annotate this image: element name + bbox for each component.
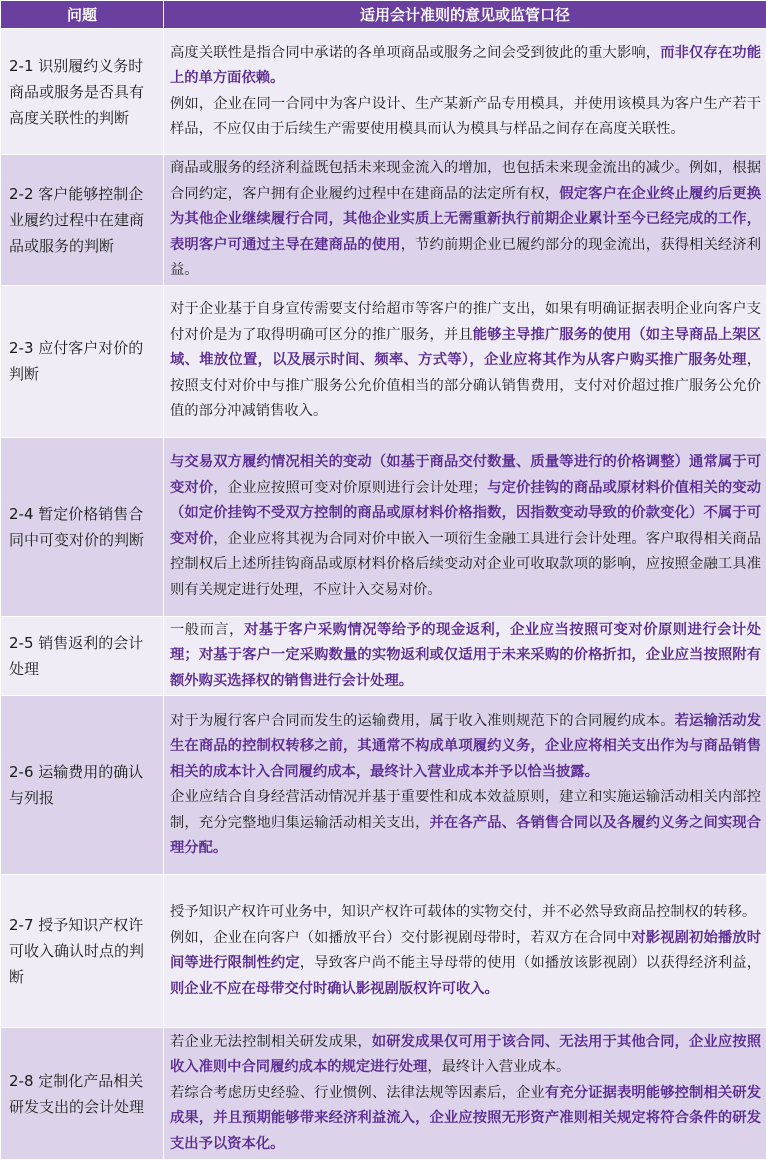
- highlighted-text: 并在各产品、各销售合同以及各履约义务之间实现合理分配。: [170, 815, 761, 857]
- header-issue: 问题: [1, 1, 164, 29]
- body-text: ，导致客户尚不能主导母带的使用（如播放该影视剧）以获得经济利益，: [300, 955, 761, 971]
- guidance-paragraph: [170, 1030, 761, 1081]
- guidance-paragraph: [170, 156, 761, 284]
- body-text: 例如，企业在向客户（如播放平台）交付影视剧母带时，若双方在合同中: [170, 930, 631, 946]
- table-row: [1, 29, 766, 155]
- highlighted-text: 则企业不应在母带交付时确认影视剧版权许可收入。: [170, 981, 499, 997]
- body-text: 高度关联性是指合同中承诺的各单项商品或服务之间会受到彼此的重大影响，: [170, 45, 660, 61]
- body-text: 若综合考虑历史经验、行业惯例、法律法规等因素后，企业: [170, 1085, 545, 1101]
- body-text: 授予知识产权许可业务中，知识产权许可载体的实物交付，并不必然导致商品控制权的转移。: [170, 904, 756, 920]
- header-guidance: 适用会计准则的意见或监管口径: [164, 1, 766, 29]
- guidance-paragraph: [170, 41, 761, 92]
- guidance-cell: [164, 1028, 766, 1160]
- table-row: [1, 696, 766, 875]
- guidance-cell: [164, 29, 766, 155]
- highlighted-text: 而非仅存在功能上的单方面依赖。: [170, 45, 761, 87]
- body-text: ，节约前期企业已履约部分的现金流出，获得相关经济利益。: [170, 237, 761, 279]
- highlighted-text: 对基于客户采购情况等给予的现金返利，企业应当按照可变对价原则进行会计处理；对基于客户一定采购数量的实物返利或仅适用于未来采购的价格折扣，企业应当按照附有额外购买选择权的销售进行会计处理。: [170, 622, 761, 689]
- guidance-paragraph: [170, 785, 761, 862]
- issue-cell: 2-6 运输费用的确认与列报: [1, 696, 164, 875]
- body-text: 商品或服务的经济利益既包括未来现金流入的增加，也包括未来现金流出的减少。例如，根据合同约定，客户拥有企业履约过程中在建商品的法定所有权，: [170, 160, 761, 202]
- body-text: 企业应结合自身经营活动情况并基于重要性和成本效益原则，建立和实施运输活动相关内部控制，充分完整地归集运输活动相关支出，: [170, 789, 761, 831]
- highlighted-text: 与定价挂钩的商品或原材料价值相关的变动（如定价挂钩不受双方控制的商品或原材料价格指数，因指数变动导致的价款变化）不属于可变对价: [170, 480, 761, 547]
- guidance-paragraph: [170, 709, 761, 786]
- body-text: ，最终计入营业成本。: [427, 1059, 570, 1075]
- guidance-cell: [164, 285, 766, 437]
- guidance-cell: [164, 437, 766, 616]
- guidance-cell: [164, 875, 766, 1028]
- issue-cell: 2-3 应付客户对价的判断: [1, 285, 164, 437]
- highlighted-text: 假定客户在企业终止履约后更换为其他企业继续履行合同，其他企业实质上无需重新执行前期企业累计至今已经完成的工作，表明客户可通过主导在建商品的使用: [170, 186, 761, 253]
- guidance-paragraph: [170, 900, 761, 926]
- guidance-paragraph: [170, 92, 761, 143]
- issue-cell: 2-2 客户能够控制企业履约过程中在建商品或服务的判断: [1, 155, 164, 286]
- guidance-paragraph: [170, 450, 761, 603]
- body-text: 对于为履行客户合同而发生的运输费用，属于收入准则规范下的合同履约成本。: [170, 713, 675, 729]
- guidance-paragraph: [170, 926, 761, 1003]
- highlighted-text: 若运输活动发生在商品的控制权转移之前，其通常不构成单项履约义务，企业应将相关支出作为与商品销售相关的成本计入合同履约成本，最终计入营业成本并予以恰当披露。: [170, 713, 761, 780]
- table-row: [1, 437, 766, 616]
- guidance-cell: [164, 155, 766, 286]
- body-text: ，企业应按照可变对价原则进行会计处理；: [213, 480, 487, 496]
- guidance-paragraph: [170, 297, 761, 425]
- body-text: 例如，企业在同一合同中为客户设计、生产某新产品专用模具，并使用该模具为客户生产若干样品，不应仅由于后续生产需要使用模具而认为模具与样品之间存在高度关联性。: [170, 96, 761, 138]
- guidance-paragraph: [170, 1081, 761, 1158]
- guidance-cell: [164, 696, 766, 875]
- guidance-paragraph: [170, 618, 761, 695]
- table-row: [1, 155, 766, 286]
- highlighted-text: 如研发成果仅可用于该合同、无法用于其他合同，企业应按照收入准则中合同履约成本的规定进行处理: [170, 1034, 761, 1076]
- issue-cell: 2-8 定制化产品相关研发支出的会计处理: [1, 1028, 164, 1160]
- table-row: [1, 616, 766, 696]
- highlighted-text: 对影视剧初始播放时间等进行限制性约定: [170, 930, 761, 972]
- issue-cell: 2-7 授予知识产权许可收入确认时点的判断: [1, 875, 164, 1028]
- issue-cell: 2-4 暂定价格销售合同中可变对价的判断: [1, 437, 164, 616]
- issue-cell: 2-1 识别履约义务时商品或服务是否具有高度关联性的判断: [1, 29, 164, 155]
- body-text: ，按照支付对价中与推广服务公允价值相当的部分确认销售费用，支付对价超过推广服务公允价值的部分冲减销售收入。: [170, 352, 761, 419]
- table-row: [1, 285, 766, 437]
- highlighted-text: 与交易双方履约情况相关的变动（如基于商品交付数量、质量等进行的价格调整）通常属于可变对价: [170, 454, 761, 496]
- table-header-row: [1, 1, 766, 29]
- highlighted-text: 能够主导推广服务的使用（如主导商品上架区域、堆放位置，以及展示时间、频率、方式等），企业应将其作为从客户购买推广服务处理: [170, 327, 761, 369]
- body-text: ，企业应将其视为合同对价中嵌入一项衍生金融工具进行会计处理。客户取得相关商品控制权后上述所挂钩商品或原材料价格后续变动对企业可收取款项的影响，应按照金融工具准则有关规定进行处理，不应计入交易对价。: [170, 531, 761, 598]
- issue-cell: 2-5 销售返利的会计处理: [1, 616, 164, 696]
- table-row: [1, 875, 766, 1028]
- body-text: 若企业无法控制相关研发成果，: [170, 1034, 372, 1050]
- body-text: 对于企业基于自身宣传需要支付给超市等客户的推广支出，如果有明确证据表明企业向客户支付对价是为了取得明确可区分的推广服务，并且: [170, 301, 761, 343]
- highlighted-text: 有充分证据表明能够控制相关研发成果，并且预期能够带来经济利益流入，企业应按照无形资产准则相关规定将符合条件的研发支出予以资本化。: [170, 1085, 761, 1152]
- guidance-cell: [164, 616, 766, 696]
- body-text: 一般而言，: [170, 622, 244, 638]
- table-row: [1, 1028, 766, 1160]
